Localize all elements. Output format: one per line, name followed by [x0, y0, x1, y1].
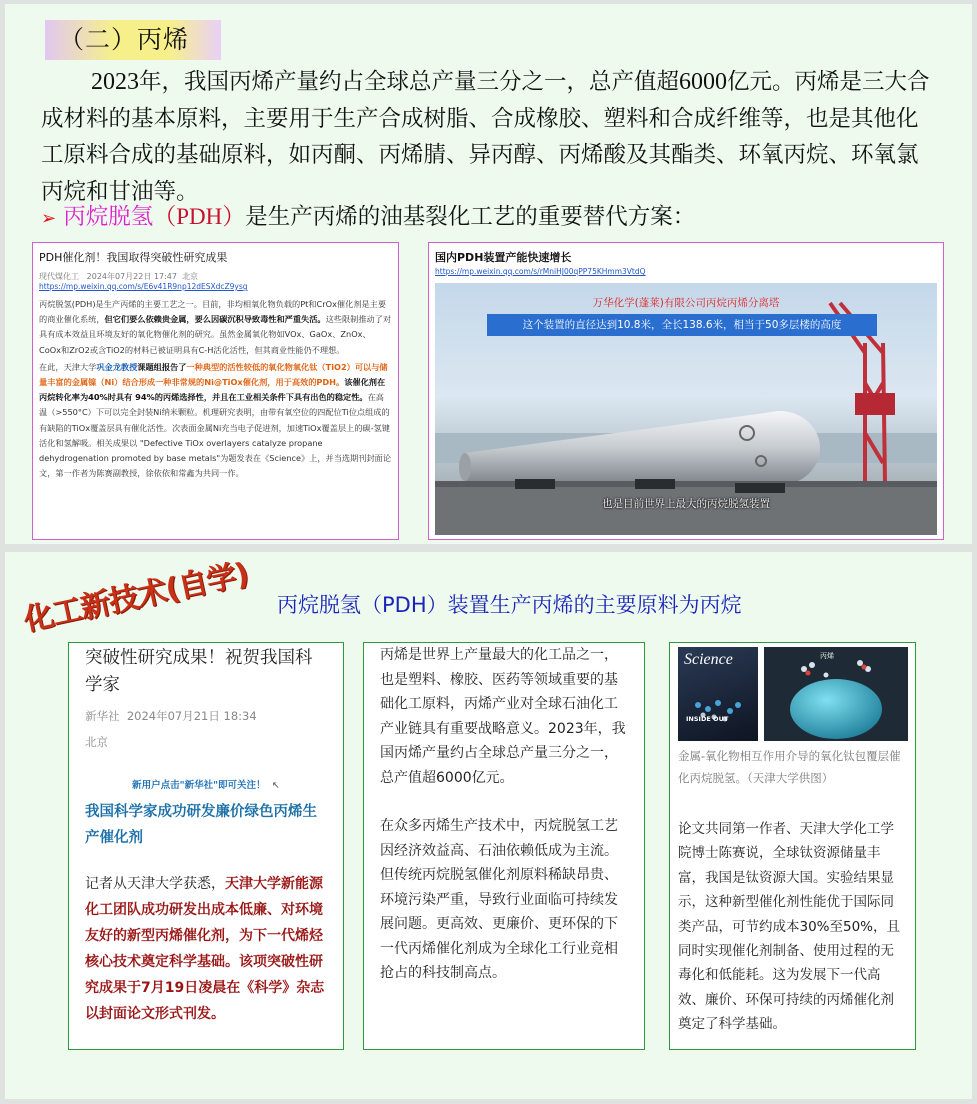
propylene-industry-column — [363, 642, 645, 1050]
news-body-highlight: 天津大学新能源化工团队成功研发出成本低廉、对环境友好的新型丙烯催化剂，为下一代烯烃核心技术奠定科学基础。该项突破性研究成果于7月19日凌晨在《科学》杂志以封面论文形式刊发。 — [85, 876, 325, 1022]
molecule-label: 丙烯 — [820, 652, 834, 660]
p1-bold: 但它们要么依赖贵金属，要么因碳沉积导致毒性和严重失活。 — [104, 314, 326, 325]
self-study-stamp: 化工新技术(自学) — [20, 556, 252, 639]
p2-highlight: 一种典型的活性较低的氧化物氧化钛（TiO2）可以与储量丰富的金属镍（Ni）结合形成一种非常规的Ni@TiOx催化剂，用于高效的PDH。 — [39, 361, 388, 388]
science-logo: Science — [684, 651, 733, 668]
news-body — [85, 871, 327, 1027]
p1-text-a: 丙烷脱氢(PDH)是生产丙烯的主要工艺之一。目前，非均相氧化物负载的Pt和CrOx催化剂是主要的商业催化系统， — [39, 299, 387, 325]
article-link[interactable]: https://mp.weixin.qq.com/s/rMniHJ00qPP75KHmm3VtdQ — [435, 267, 646, 276]
pdh-term: 丙烷脱氢 — [63, 204, 154, 230]
intro-year: 2023 — [91, 69, 139, 95]
p1-text-b: 这些限制推动了对具有成本效益且环境友好的氧化物催化剂的研究。虽然金属氧化物如VOx、GaOx、ZnOx、CoOx和ZrO2或含TiO2的材料已被证明具有C-H活化活性，但其商业性能仍不理想。 — [39, 314, 392, 355]
article-meta — [39, 271, 392, 282]
image-caption: 金属-氧化物相互作用介导的氧化钛包覆层催化丙烷脱氢。（天津大学供图） — [678, 749, 901, 785]
article-location: 北京 — [182, 272, 199, 281]
separation-tower-photo — [435, 283, 937, 535]
news-location: 北京 — [85, 735, 108, 749]
news-meta — [85, 703, 327, 755]
news-subheadline: 我国科学家成功研发廉价绿色丙烯生产催化剂 — [85, 804, 317, 846]
industry-paragraph-2: 在众多丙烯生产技术中，丙烷脱氢工艺因经济效益高、石油依赖低成为主流。但传统丙烷脱氢催化剂原料稀缺昂贵、环境污染严重，导致行业面临可持续发展问题。更高效、更廉价、更环保的下一代丙烯催化剂成为全球化工行业竞相抢占的科技制高点。 — [380, 818, 618, 981]
slide-propylene-overview — [5, 4, 972, 544]
slide-pdh-raw-material — [5, 552, 972, 1099]
intro-paragraph — [41, 64, 933, 210]
article-paragraph-2 — [39, 360, 392, 482]
p2-text-b: 课题组报告了 — [137, 361, 187, 372]
bullet-arrow-icon: ➢ — [41, 208, 57, 229]
p2-text-d: 在高温（>550°C）下可以完全封装Ni纳米颗粒。机理研究表明，由带有氧空位的四配位Ti位点组成的有缺陷的TiOx覆盖层具有催化活性。次表面金属Ni充当电子促进剂，加速TiOx覆盖层上的碳-氢键活化和氢解吸。 — [39, 392, 390, 448]
cover-art-icon — [678, 675, 758, 735]
intro-text-2: 亿元。丙烯是三大合成材料的基本原料，主要用于生产合成树脂、合成橡胶、塑料和合成纤维等，也是其他化工原料合成的基础原料，如丙酮、丙烯腈、异丙醇、丙烯酸及其酯类、环氧丙烷、环氧氯丙烷和甘油等。 — [41, 69, 930, 205]
article-title: 国内PDH装置产能快速增长 — [435, 251, 572, 264]
pdh-subheading-text: 是生产丙烯的油基裂化工艺的重要替代方案： — [245, 204, 696, 230]
article-body — [39, 297, 392, 481]
pdh-subheading — [41, 198, 695, 231]
news-headline: 突破性研究成果！祝贺我国科学家 — [85, 648, 313, 695]
photo-caption-top: 万华化学(蓬莱)有限公司丙烷丙烯分离塔 — [592, 297, 780, 309]
p2-text-a: 在此，天津大学 — [39, 361, 97, 372]
news-date: 2024年07月21日 18:34 — [126, 709, 257, 723]
photo-caption-band: 这个装置的直径达到10.8米，全长138.6米，相当于50多层楼的高度 — [487, 314, 877, 336]
result-paragraph: 论文共同第一作者、天津大学化工学院博士陈赛说，全球钛资源储量丰富，我国是钛资源大国。实验结果显示，这种新型催化剂性能优于国际同类产品，可节约成本30%至50%，且同时实现催化剂制备、使用过程的无毒化和低能耗。这为发展下一代高效、廉价、环保可持续的丙烯催化剂奠定了科学基础。 — [678, 821, 901, 1033]
science-cover-image — [678, 647, 758, 741]
pdh-abbrev: （PDH） — [153, 204, 246, 229]
cover-text: INSIDE OUT — [686, 715, 729, 723]
p2-text-e: 相关成果以 "Defective TiOx overlayers catalyze propane dehydrogenation promoted by base metals"为题发表在《Science》上，并当选期刊封面论文，第一作者为陈赛副教授，徐依依和常鑫为共同一作。 — [39, 437, 392, 479]
p2-text-c: 该催化剂在丙烷转化率为40%时具有 94%的丙烯选择性，并且在工业相关条件下具有出色的稳定性。 — [39, 377, 386, 403]
intro-value: 6000 — [679, 69, 728, 95]
industry-paragraph-1: 丙烯是世界上产量最大的化工品之一，也是塑料、橡胶、医药等领域重要的基础化工原料，丙烯产业对全球石油化工产业链具有重要战略意义。2023年，我国丙烯产量约占全球总产量三分之一，总产值超6000亿元。 — [380, 647, 626, 786]
catalyst-result-column — [669, 642, 916, 1050]
slide-title: 丙烷脱氢（PDH）装置生产丙烯的主要原料为丙烷 — [277, 593, 742, 617]
article-title: PDH催化剂！我国取得突破性研究成果 — [39, 251, 228, 264]
article-source: 现代煤化工 — [39, 272, 79, 281]
pdh-catalyst-article-card — [32, 242, 399, 540]
follow-hint[interactable] — [85, 777, 327, 791]
xinhua-news-column — [68, 642, 344, 1050]
article-paragraph-1 — [39, 297, 392, 358]
follow-hint-text: 新用户点击"新华社"即可关注！ — [132, 780, 266, 791]
catalyst-model-image — [764, 647, 908, 741]
science-images — [678, 647, 907, 745]
intro-text-1: 年，我国丙烯产量约占全球总产量三分之一，总产值超 — [139, 69, 680, 95]
article-date: 2024年07月22日 17:47 — [86, 272, 177, 281]
news-body-lead: 记者从天津大学获悉， — [85, 876, 225, 892]
catalyst-nanoparticle-icon — [764, 647, 908, 741]
cursor-icon: ↖ — [268, 780, 280, 791]
section-heading: （二）丙烯 — [45, 20, 221, 60]
photo-caption-bottom: 也是目前世界上最大的丙烷脱氢装置 — [602, 498, 770, 510]
article-link[interactable]: https://mp.weixin.qq.com/s/E6v41R9np12dESXdcZ9ysg — [39, 282, 248, 291]
news-source: 新华社 — [85, 709, 120, 723]
pdh-capacity-article-card — [428, 242, 944, 540]
p2-professor: 巩金龙教授 — [96, 361, 138, 372]
